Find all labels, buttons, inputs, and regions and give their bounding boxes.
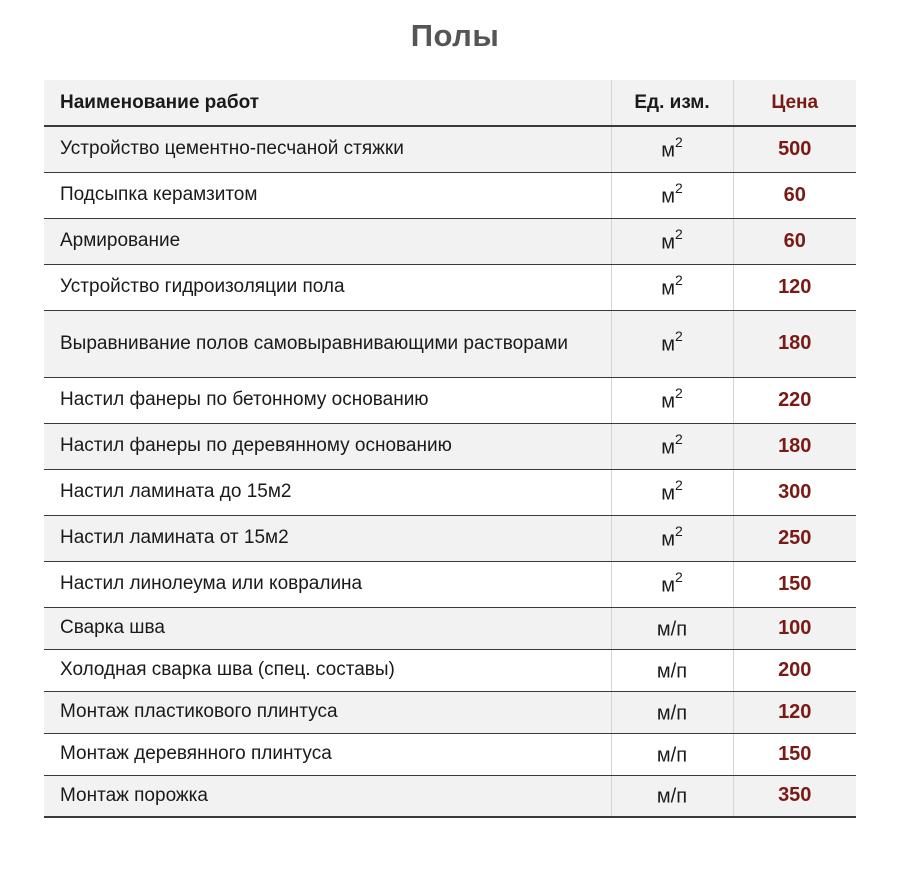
work-name: Настил ламината до 15м2 <box>44 469 611 515</box>
unit-cell <box>611 515 733 561</box>
unit-text: м <box>661 185 675 208</box>
page-title: Полы <box>410 18 500 53</box>
table-row <box>44 423 856 469</box>
unit-cell <box>611 126 733 172</box>
table-row <box>44 691 856 733</box>
work-name: Выравнивание полов самовыравнивающими растворами <box>44 310 611 377</box>
table-row <box>44 775 856 817</box>
unit-text: м <box>661 390 675 413</box>
unit-exponent: 2 <box>674 430 683 447</box>
unit-exponent: 2 <box>674 271 683 288</box>
table-row <box>44 126 856 172</box>
unit-cell <box>611 561 733 607</box>
unit-text: м <box>661 482 675 505</box>
unit-exponent: 2 <box>674 568 683 585</box>
table-row <box>44 310 856 377</box>
unit-text: м/п <box>656 660 688 683</box>
price-value: 150 <box>733 733 856 775</box>
unit-exponent: 2 <box>674 476 683 493</box>
work-name: Монтаж пластикового плинтуса <box>44 691 611 733</box>
unit-cell <box>611 775 733 817</box>
price-table <box>44 80 856 818</box>
work-name: Устройство цементно-песчаной стяжки <box>44 126 611 172</box>
work-name: Монтаж деревянного плинтуса <box>44 733 611 775</box>
table-row <box>44 172 856 218</box>
price-value: 220 <box>733 377 856 423</box>
price-value: 300 <box>733 469 856 515</box>
price-value: 120 <box>733 691 856 733</box>
work-name: Устройство гидроизоляции пола <box>44 264 611 310</box>
unit-cell <box>611 310 733 377</box>
unit-cell <box>611 264 733 310</box>
price-value: 150 <box>733 561 856 607</box>
unit-cell <box>611 649 733 691</box>
work-name: Настил фанеры по деревянному основанию <box>44 423 611 469</box>
header-name: Наименование работ <box>44 80 611 126</box>
unit-text: м/п <box>656 702 688 725</box>
unit-text: м <box>661 139 675 162</box>
price-value: 100 <box>733 607 856 649</box>
table-row <box>44 515 856 561</box>
unit-text: м <box>661 436 675 459</box>
work-name: Подсыпка керамзитом <box>44 172 611 218</box>
table-row <box>44 469 856 515</box>
unit-text: м/п <box>656 744 688 767</box>
unit-exponent: 2 <box>674 328 683 345</box>
header-price: Цена <box>733 80 856 126</box>
price-value: 180 <box>733 310 856 377</box>
unit-text: м <box>661 277 675 300</box>
table-row <box>44 218 856 264</box>
price-value: 60 <box>733 172 856 218</box>
work-name: Монтаж порожка <box>44 775 611 817</box>
table-row <box>44 733 856 775</box>
unit-cell <box>611 607 733 649</box>
unit-cell <box>611 469 733 515</box>
header-unit: Ед. изм. <box>611 80 733 126</box>
table-row <box>44 649 856 691</box>
unit-text: м <box>661 574 675 597</box>
price-value: 350 <box>733 775 856 817</box>
unit-cell <box>611 733 733 775</box>
work-name: Сварка шва <box>44 607 611 649</box>
work-name: Холодная сварка шва (спец. составы) <box>44 649 611 691</box>
table-header <box>44 80 856 126</box>
header-row <box>44 80 856 126</box>
table-row <box>44 561 856 607</box>
work-name: Армирование <box>44 218 611 264</box>
unit-text: м <box>661 528 675 551</box>
price-value: 500 <box>733 126 856 172</box>
unit-exponent: 2 <box>674 522 683 539</box>
price-value: 120 <box>733 264 856 310</box>
price-value: 60 <box>733 218 856 264</box>
table-row <box>44 377 856 423</box>
unit-text: м/п <box>656 618 688 641</box>
unit-exponent: 2 <box>674 384 683 401</box>
unit-text: м/п <box>656 786 688 809</box>
unit-text: м <box>661 333 675 356</box>
price-value: 180 <box>733 423 856 469</box>
unit-exponent: 2 <box>674 179 683 196</box>
unit-text: м <box>661 231 675 254</box>
table-row <box>44 264 856 310</box>
table-row <box>44 607 856 649</box>
work-name: Настил фанеры по бетонному основанию <box>44 377 611 423</box>
unit-cell <box>611 423 733 469</box>
unit-exponent: 2 <box>674 225 683 242</box>
price-value: 200 <box>733 649 856 691</box>
price-value: 250 <box>733 515 856 561</box>
unit-cell <box>611 691 733 733</box>
unit-cell <box>611 377 733 423</box>
table-body <box>44 126 856 817</box>
work-name: Настил ламината от 15м2 <box>44 515 611 561</box>
unit-exponent: 2 <box>674 133 683 150</box>
unit-cell <box>611 218 733 264</box>
work-name: Настил линолеума или ковралина <box>44 561 611 607</box>
unit-cell <box>611 172 733 218</box>
